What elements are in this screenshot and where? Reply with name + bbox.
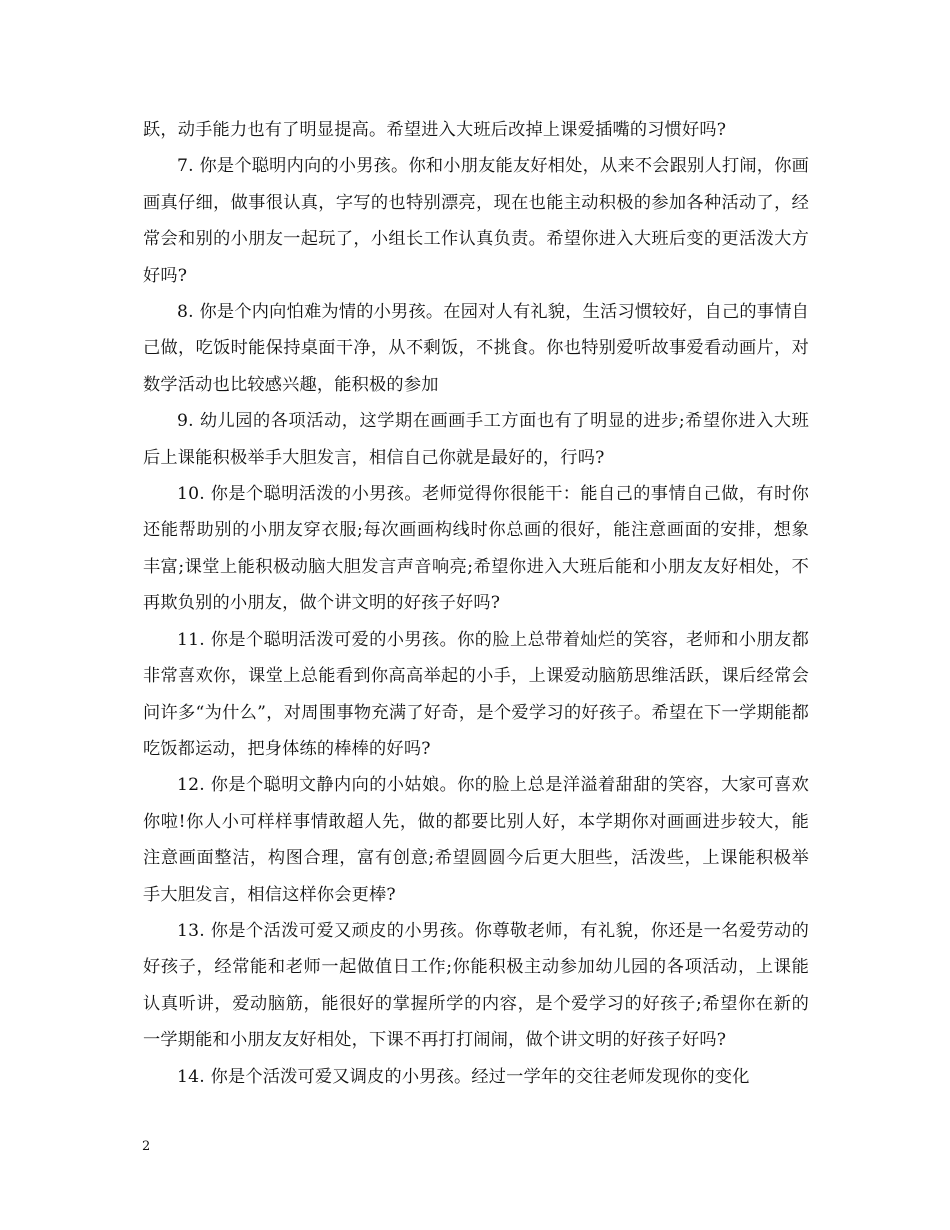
paragraph-item-8: 8. 你是个内向怕难为情的小男孩。在园对人有礼貌，生活习惯较好，自己的事情自己做，吃饭时能保持桌面干净，从不剩饭，不挑食。你也特别爱听故事爱看动画片，对数学活动也比较感兴趣，能积极的参加 [143,302,809,395]
document-body [143,112,809,1095]
paragraph-item-14: 14. 你是个活泼可爱又调皮的小男孩。经过一学年的交往老师发现你的变化 [177,1066,750,1087]
paragraph-continuation: 跃，动手能力也有了明显提高。希望进入大班后改掉上课爱插嘴的习惯好吗? [143,120,727,140]
paragraph-item-9: 9. 幼儿园的各项活动，这学期在画画手工方面也有了明显的进步;希望你进入大班后上课能积极举手大胆发言，相信自己你就是最好的，行吗? [143,411,809,468]
paragraph-item-7: 7. 你是个聪明内向的小男孩。你和小朋友能友好相处，从来不会跟别人打闹，你画画真仔细，做事很认真，字写的也特别漂亮，现在也能主动积极的参加各种活动了，经常会和别的小朋友一起玩了，小组长工作认真负责。希望你进入大班后变的更活泼大方好吗? [143,156,809,286]
paragraph-item-13: 13. 你是个活泼可爱又顽皮的小男孩。你尊敬老师，有礼貌，你还是一名爱劳动的好孩子，经常能和老师一起做值日工作;你能积极主动参加幼儿园的各项活动，上课能认真听讲，爱动脑筋，能很好的掌握所学的内容，是个爱学习的好孩子;希望你在新的一学期能和小朋友友好相处，下课不再打打闹闹，做个讲文明的好孩子好吗? [143,920,809,1051]
paragraph-item-11: 11. 你是个聪明活泼可爱的小男孩。你的脸上总带着灿烂的笑容，老师和小朋友都非常喜欢你，课堂上总能看到你高高举起的小手，上课爱动脑筋思维活跃，课后经常会问许多“为什么”，对周围事物充满了好奇，是个爱学习的好孩子。希望在下一学期能都吃饭都运动，把身体练的棒棒的好吗? [143,629,809,759]
paragraph-item-12: 12. 你是个聪明文静内向的小姑娘。你的脸上总是洋溢着甜甜的笑容，大家可喜欢你啦!你人小可样样事情敢超人先，做的都要比别人好，本学期你对画画进步较大，能注意画面整洁，构图合理，富有创意;希望圆圆今后更大胆些，活泼些，上课能积极举手大胆发言，相信这样你会更棒? [143,775,809,905]
paragraph-item-10: 10. 你是个聪明活泼的小男孩。老师觉得你很能干：能自己的事情自己做，有时你还能帮助别的小朋友穿衣服;每次画画构线时你总画的很好，能注意画面的安排，想象丰富;课堂上能积极动脑大胆发言声音响亮;希望你进入大班后能和小朋友友好相处，不再欺负别的小朋友，做个讲文明的好孩子好吗? [143,484,809,614]
page-number: 2 [142,1139,151,1154]
